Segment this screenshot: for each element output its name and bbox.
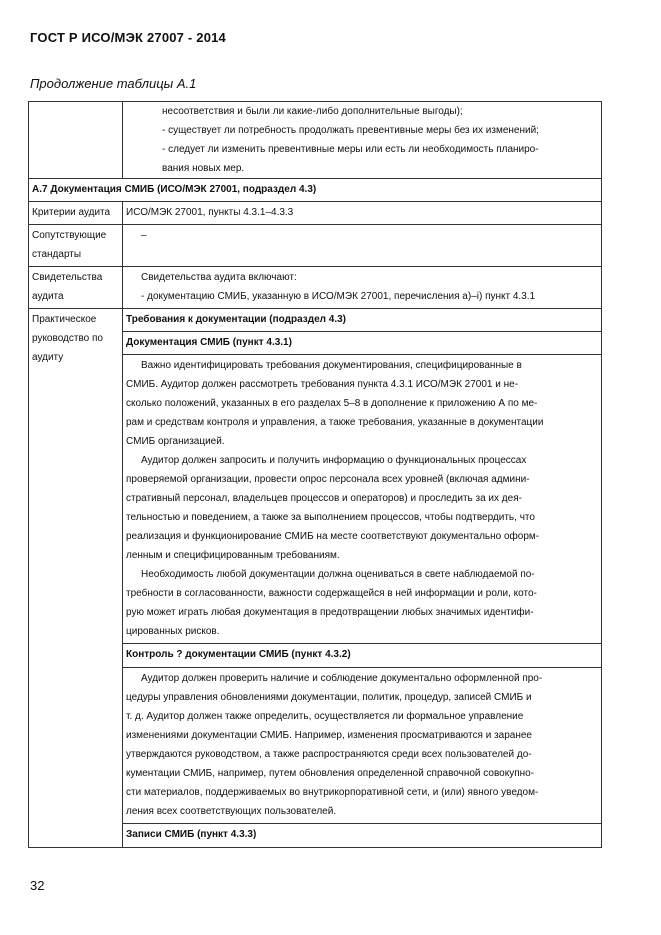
text-line: утверждаются руководством, а также распространяются среди всех пользователей до-: [126, 749, 532, 760]
criteria-value: ИСО/МЭК 27001, пункты 4.3.1–4.3.3: [123, 202, 602, 225]
text-line: Аудитор должен проверить наличие и соблюдение документально оформленной про-: [141, 673, 543, 684]
evidence-value: [123, 267, 602, 309]
text-line: - существует ли потребность продолжать превентивные меры без их изменений;: [162, 125, 539, 136]
text-line: ленным и специфицированным требованиям.: [126, 550, 340, 561]
evidence-label: [29, 267, 123, 309]
continued-text-cell: [123, 102, 602, 179]
records-heading: Записи СМИБ (пункт 4.3.3): [123, 824, 602, 848]
text-line: т. д. Аудитор должен также определить, осуществляется ли формальное управление: [126, 711, 524, 722]
page-number: 32: [30, 878, 45, 893]
table-row: [29, 202, 602, 225]
label-line: аудита: [32, 291, 64, 302]
document-title: ГОСТ Р ИСО/МЭК 27007 - 2014: [30, 30, 226, 45]
text-line: ления всех соответствующих пользователей.: [126, 806, 337, 817]
text-line: сти материалов, поддерживаемых во внутрикорпоративной сети, и (или) явного уведом-: [126, 787, 539, 798]
table-row: [29, 309, 602, 332]
text-line: Важно идентифицировать требования документирования, специфицированные в: [141, 360, 522, 371]
text-line: вания новых мер.: [162, 163, 245, 174]
text-line: реализация и функционирование СМИБ на месте соответствуют документально оформ-: [126, 531, 540, 542]
text-line: СМИБ организацией.: [126, 436, 225, 447]
documentation-text: [123, 355, 602, 644]
documentation-heading: Документация СМИБ (пункт 4.3.1): [123, 332, 602, 355]
label-line: Свидетельства: [32, 272, 103, 283]
empty-cell: [29, 102, 123, 179]
text-line: Необходимость любой документации должна оцениваться в свете наблюдаемой по-: [141, 569, 535, 580]
table-continuation-caption: Продолжение таблицы А.1: [30, 76, 197, 91]
text-line: цедуры управления обновлениями документации, политик, процедур, записей СМИБ и: [126, 692, 532, 703]
table-row: [29, 225, 602, 267]
text-line: тельностью и поведением, а также за выполнением процессов, чтобы подтвердить, что: [126, 512, 535, 523]
text-line: - следует ли изменить превентивные меры или есть ли необходимость планиро-: [162, 144, 539, 155]
text-line: - документацию СМИБ, указанную в ИСО/МЭК 27001, перечисления a)–i) пункт 4.3.1: [141, 291, 536, 302]
control-heading: Контроль ? документации СМИБ (пункт 4.3.2): [123, 644, 602, 668]
text-line: кументации СМИБ, например, путем обновления определенной справочной совокупно-: [126, 768, 535, 779]
label-line: аудиту: [32, 352, 64, 363]
text-line: СМИБ. Аудитор должен рассмотреть требования пункта 4.3.1 ИСО/МЭК 27001 и не-: [126, 379, 519, 390]
dash-value: –: [141, 230, 147, 241]
text-line: изменениями документации СМИБ. Например, изменения просматриваются и заранее: [126, 730, 532, 741]
criteria-label: Критерии аудита: [29, 202, 123, 225]
table-row: [29, 267, 602, 309]
text-line: рую может играть любая документация в предотвращении любых значимых идентифи-: [126, 607, 534, 618]
audit-table: [28, 101, 602, 848]
control-text: [123, 668, 602, 824]
guidance-label: [29, 309, 123, 848]
text-line: Свидетельства аудита включают:: [141, 272, 297, 283]
text-line: рам и средствам контроля и управления, а также требования, указанные в документации: [126, 417, 544, 428]
table-row: [29, 102, 602, 179]
text-line: требности в согласованности, важности содержащейся в ней информации и роли, кото-: [126, 588, 537, 599]
text-line: Аудитор должен запросить и получить информацию о функциональных процессах: [141, 455, 527, 466]
table-row: [29, 179, 602, 202]
label-line: руководство по: [32, 333, 103, 344]
text-line: стративный персонал, владельцев процессов и операторов) и проследить за их дея-: [126, 493, 522, 504]
text-line: сколько положений, указанных в его разделах 5–8 в дополнение к приложению А по ме-: [126, 398, 538, 409]
requirements-heading: Требования к документации (подраздел 4.3): [123, 309, 602, 332]
text-line: несоответствия и были ли какие-либо дополнительные выгоды);: [162, 106, 463, 117]
section-heading-a7: А.7 Документация СМИБ (ИСО/МЭК 27001, подраздел 4.3): [29, 179, 602, 202]
label-line: Практическое: [32, 314, 97, 325]
label-line: Сопутствующие: [32, 230, 107, 241]
related-standards-value: [123, 225, 602, 267]
text-line: проверяемой организации, провести опрос персонала всех уровней (включая админи-: [126, 474, 530, 485]
label-line: стандарты: [32, 249, 82, 260]
text-line: цированных рисков.: [126, 626, 220, 637]
related-standards-label: [29, 225, 123, 267]
